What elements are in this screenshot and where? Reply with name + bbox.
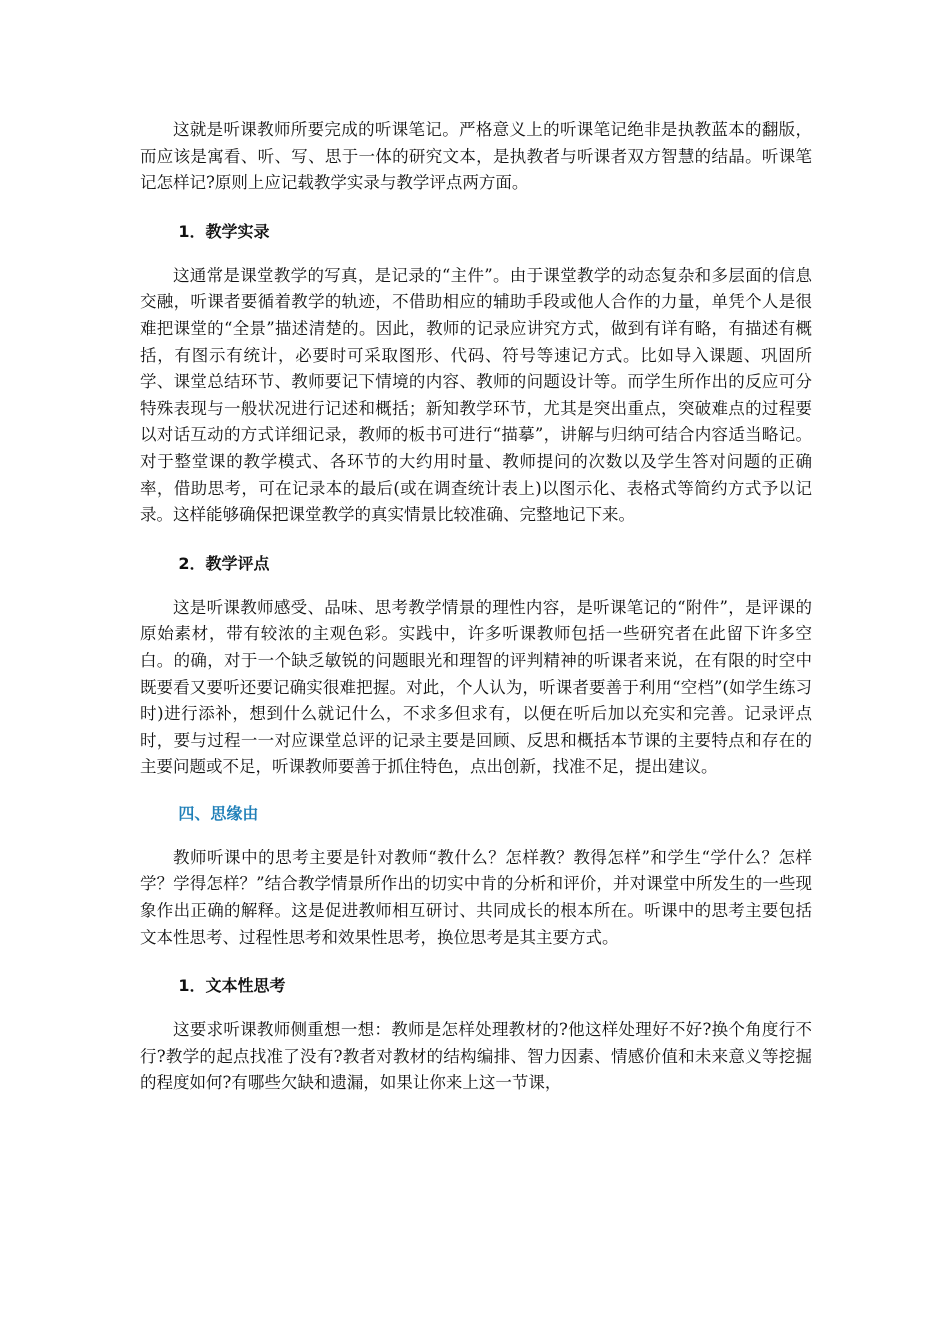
heading-text-thinking: 1．文本性思考 bbox=[178, 976, 286, 996]
heading-teaching-record: 1．教学实录 bbox=[178, 221, 270, 241]
heading-section-four: 四、思缘由 bbox=[178, 803, 259, 823]
teaching-comment-paragraph: 这是听课教师感受、品味、思考教学情景的理性内容，是听课笔记的“附件”，是评课的原始素材，带有较浓的主观色彩。实践中，许多听课教师包括一些研究者在此留下许多空白。的确，对于一个缺乏敏锐的问题眼光和理智的评判精神的听课者来说，在有限的时空中既要看又要听还要记确实很难把握。对此，个人认为，听课者要善于利用“空档”(如学生练习时)进行添补，想到什么就记什么，不求多但求有，以便在听后加以充实和完善。记录评点时，要与过程一一对应课堂总评的记录主要是回顾、反思和概括本节课的主要特点和存在的主要问题或不足，听课教师要善于抓住特色，点出创新，找准不足，提出建议。 bbox=[140, 597, 812, 777]
teaching-record-paragraph: 这通常是课堂教学的写真，是记录的“主件”。由于课堂教学的动态复杂和多层面的信息交融，听课者要循着教学的轨迹，不借助相应的辅助手段或他人合作的力量，单凭个人是很难把课堂的“全景”描述清楚的。因此，教师的记录应讲究方式，做到有详有略，有描述有概括，有图示有统计，必要时可采取图形、代码、符号等速记方式。比如导入课题、巩固所学、课堂总结环节、教师要记下情境的内容、教师的问题设计等。而学生所作出的反应可分特殊表现与一般状况进行记述和概括；新知教学环节，尤其是突出重点，突破难点的过程要以对话互动的方式详细记录，教师的板书可进行“描摹”，讲解与归纳可结合内容适当略记。对于整堂课的教学模式、各环节的大约用时量、教师提问的次数以及学生答对问题的正确率，借助思考，可在记录本的最后(或在调查统计表上)以图示化、表格式等简约方式予以记录。这样能够确保把课堂教学的真实情景比较准确、完整地记下来。 bbox=[140, 265, 812, 525]
text-thinking-paragraph: 这要求听课教师侧重想一想：教师是怎样处理教材的?他这样处理好不好?换个角度行不行?教学的起点找准了没有?教者对教材的结构编排、智力因素、情感价值和未来意义等挖掘的程度如何?有哪些欠缺和遗漏，如果让你来上这一节课， bbox=[140, 1020, 812, 1093]
section-four-paragraph: 教师听课中的思考主要是针对教师“教什么？怎样教？教得怎样”和学生“学什么？怎样学？学得怎样？”结合教学情景所作出的切实中肯的分析和评价，并对课堂中所发生的一些现象作出正确的解释。这是促进教师相互研讨、共同成长的根本所在。听课中的思考主要包括文本性思考、过程性思考和效果性思考，换位思考是其主要方式。 bbox=[140, 847, 812, 947]
document-page bbox=[140, 117, 812, 1097]
heading-teaching-comment: 2．教学评点 bbox=[178, 553, 270, 573]
intro-paragraph: 这就是听课教师所要完成的听课笔记。严格意义上的听课笔记绝非是执教蓝本的翻版，而应该是寓看、听、写、思于一体的研究文本，是执教者与听课者双方智慧的结晶。听课笔记怎样记?原则上应记载教学实录与教学评点两方面。 bbox=[140, 120, 812, 193]
